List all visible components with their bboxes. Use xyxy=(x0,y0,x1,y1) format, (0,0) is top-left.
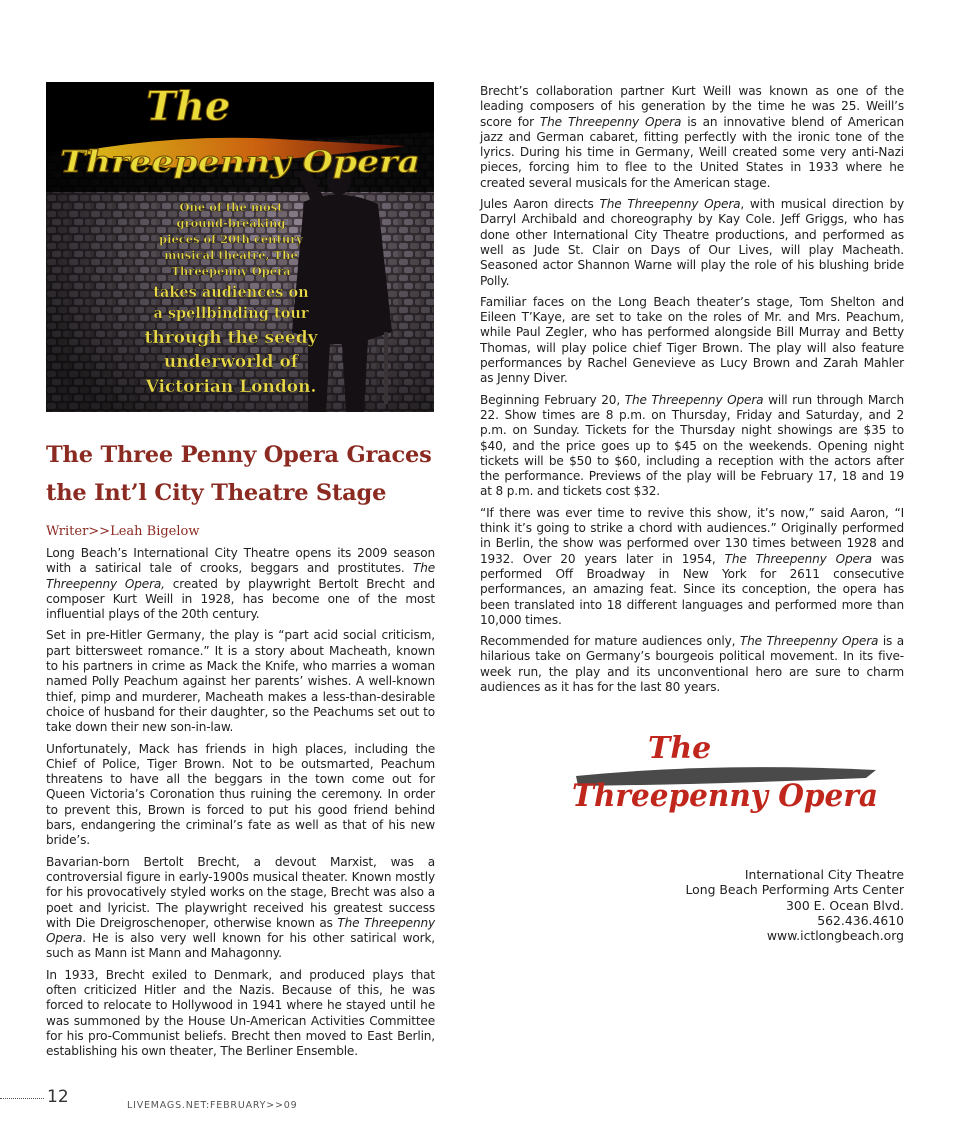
footer-site[interactable]: LIVEMAGS.NET xyxy=(127,1100,207,1111)
article-paragraph xyxy=(480,634,904,695)
poster-tagline-5: Threepenny Opera xyxy=(171,264,291,278)
article-paragraph xyxy=(480,84,904,191)
poster-tagline-9: underworld of xyxy=(163,352,299,372)
article-paragraph xyxy=(480,393,904,500)
poster-tagline-1: One of the most xyxy=(179,200,283,214)
right-column xyxy=(480,84,904,701)
article-paragraph xyxy=(46,546,435,622)
article-headline: The Three Penny Opera Graces the Int’l City Theatre Stage xyxy=(46,442,432,506)
poster-tagline-2: ground-breaking xyxy=(176,216,286,230)
left-body xyxy=(46,546,435,1060)
poster-title-line2: Threepenny Opera xyxy=(60,145,421,180)
footer-issue: FEBRUARY>>09 xyxy=(210,1100,298,1111)
italic-title: The Threepenny Opera xyxy=(46,915,435,946)
paragraph-text: Long Beach’s International City Theatre opens its 2009 season with a satirical tale of crooks, beggars and prostitutes. xyxy=(46,546,435,576)
italic-title: The Threepenny Opera xyxy=(624,392,764,407)
article-byline: Writer>>Leah Bigelow xyxy=(46,524,200,539)
paragraph-text: “If there was ever time to revive this show, it’s now,” said Aaron, “I think it’s going to strike a chord with audiences.” Originally performed in Berlin, the show was performed over 130 times between 1928 and 1932. Over 20 years later in 1954, xyxy=(480,505,904,566)
paragraph-text: is an innovative blend of American jazz and German cabaret, fitting perfectly with the ironic tone of the lyrics. During his time in Germany, Weill created some very anti-Nazi pieces, forcing him to flee to the United States in 1933 where he created several musicals for the American stage. xyxy=(480,114,904,190)
paragraph-text: In 1933, Brecht exiled to Denmark, and produced plays that often criticized Hitler and the Nazis. Because of this, he was forced to relocate to Hollywood in 1941 where he stayed until he was summoned by the House Un-American Activities Committee for his pro-Communist beliefs. Brecht then moved to East Berlin, establishing his own theater, The Berliner Ensemble. xyxy=(46,967,435,1059)
paragraph-text: will run through March 22. Show times are 8 p.m. on Thursday, Friday and Saturday, and 2 p.m. on Sunday. Tickets for the Thursday night showings are $35 to $40, and the price goes up to $45 on the weekends. Opening night tickets will be $50 to $60, including a reception with the actors after the performance. Previews of the play will be February 17, 18 and 19 at 8 p.m. and tickets cost $32. xyxy=(480,392,904,499)
contact-phone: 562.436.4610 xyxy=(817,912,904,928)
paragraph-text: is a hilarious take on Germany’s bourgeois political movement. In its five-week run, the play and its unconventional hero are sure to charm audiences as it has for the last 80 years. xyxy=(480,634,904,694)
logo-line1: The xyxy=(648,731,712,766)
paragraph-text: Beginning February 20, xyxy=(480,392,625,407)
article-paragraph xyxy=(46,742,435,849)
contact-name: International City Theatre xyxy=(744,867,904,882)
article-paragraph xyxy=(46,855,435,962)
paragraph-text: Recommended for mature audiences only, xyxy=(480,634,740,649)
contact-website[interactable]: www.ictlongbeach.org xyxy=(766,928,904,944)
right-body xyxy=(480,84,904,695)
paragraph-text: Jules Aaron directs xyxy=(480,197,600,212)
italic-title: The Threepenny Opera xyxy=(539,114,682,129)
paragraph-text: was performed Off Broadway in New York for 2611 consecutive performances, an amazing feat. Since its conception, the opera has been translated into 18 different languages and performed more than 10,000 times. xyxy=(480,551,904,627)
contact-street: 300 E. Ocean Blvd. xyxy=(786,897,904,913)
footer-credit: LIVEMAGS.NET:FEBRUARY>>09 xyxy=(127,1100,298,1111)
paragraph-text: created by playwright Bertolt Brecht and composer Kurt Weill in 1928, has become one of the most influential plays of the 20th century. xyxy=(46,576,435,622)
italic-title: The Threepenny Opera, xyxy=(46,561,435,591)
paragraph-text: , with musical direction by Darryl Archibald and choreography by Kay Cole. Jeff Griggs, who has done other International City Theatre productions, and performed as well as Jude St. Clair on Days of Our Lives, will play Macheath. Seasoned actor Shannon Warne will play the role of his blushing bride Polly. xyxy=(480,197,904,288)
paragraph-text: Bavarian-born Bertolt Brecht, a devout Marxist, was a controversial figure in early-1900s musical theater. Known mostly for his provocatively styled works on the stage, Brecht was also a poet and lyricist. The playwright received his greatest success with Die Dreigroschenoper, otherwise known as xyxy=(46,854,435,930)
threepenny-opera-logo xyxy=(566,726,884,821)
paragraph-text: Unfortunately, Mack has friends in high places, including the Chief of Police, Tiger Brown. Not to be outsmarted, Peachum threatens to have all the beggars in the town come out for Queen Victoria’s Coronation thus ruining the ceremony. In order to prevent this, Brown is forced to put his good friend behind bars, endangering the criminal’s fate as well as that of his new bride’s. xyxy=(46,741,435,848)
poster-tagline-3: pieces of 20th century xyxy=(159,232,303,246)
paragraph-text: Set in pre-Hitler Germany, the play is “part acid social criticism, part bittersweet romance.” It is a story about Macheath, known to his partners in crime as Mack the Knife, who marries a woman named Polly Peachum against her parents’ wishes. A well-known thief, pimp and murderer, Macheath makes a less-than-desirable choice of husband for their daughter, so the Peachums set out to take down their new son-in-law. xyxy=(46,628,435,735)
poster-title-line1: The xyxy=(146,83,231,130)
poster-tagline-10: Victorian London. xyxy=(145,377,317,397)
page-number: 12 xyxy=(47,1087,69,1107)
contact-block xyxy=(685,867,904,943)
poster-tagline-7: a spellbinding tour xyxy=(153,305,309,322)
paragraph-text: . He is also very well known for his other satirical work, such as Mann ist Mann and Mahagonny. xyxy=(46,931,435,961)
logo-line2: Threepenny Opera xyxy=(572,778,878,814)
poster-tagline-4: musical theatre, The xyxy=(164,248,298,262)
article-paragraph xyxy=(46,628,435,735)
article-paragraph xyxy=(480,197,904,289)
poster-tagline-6: takes audiences on xyxy=(153,284,309,301)
contact-venue: Long Beach Performing Arts Center xyxy=(685,882,904,898)
poster-image xyxy=(46,82,434,412)
footer-rule xyxy=(0,1098,44,1099)
poster-tagline-8: through the seedy xyxy=(144,328,318,348)
article-paragraph xyxy=(46,968,435,1060)
italic-title: The Threepenny Opera xyxy=(724,551,872,566)
paragraph-text: Familiar faces on the Long Beach theater’s stage, Tom Shelton and Eileen T’Kaye, are set to take on the roles of Mr. and Mrs. Peachum, while Paul Zegler, who has performed alongside Bill Murray and Betty Thomas, will play police chief Tiger Brown. The play will also feature performances by Rachel Genevieve as Lucy Brown and Zarah Mahler as Jenny Diver. xyxy=(480,294,904,386)
article-paragraph xyxy=(480,506,904,628)
left-column xyxy=(46,436,435,1066)
italic-title: The Threepenny Opera xyxy=(739,634,879,649)
italic-title: The Threepenny Opera xyxy=(599,197,741,212)
article-paragraph xyxy=(480,295,904,387)
paragraph-text: Brecht’s collaboration partner Kurt Weill was known as one of the leading composers of his generation by the time he was 25. Weill’s score for xyxy=(480,84,904,129)
